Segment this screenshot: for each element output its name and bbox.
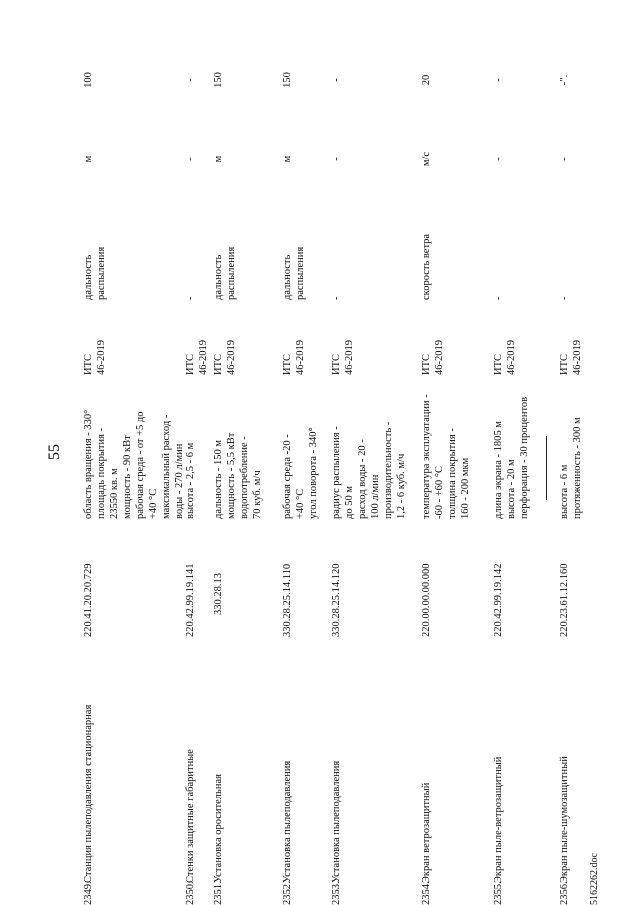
item-characteristics-line: производительность -	[383, 421, 394, 519]
reference-document-line: 46-2019	[96, 340, 107, 375]
indicator-name-line: дальность	[213, 254, 224, 300]
item-characteristics	[281, 395, 320, 519]
item-characteristics	[558, 395, 584, 519]
unit-of-measure: м	[83, 155, 94, 163]
item-characteristics-line: протяженность - 300 м	[572, 417, 583, 519]
item-characteristics-line: 100 л/мин	[370, 474, 381, 519]
indicator-name-line: -	[493, 296, 504, 300]
okpd-code: 220.23.61.12.160	[559, 563, 570, 637]
unit-of-measure: м	[282, 155, 293, 163]
reference-document	[330, 315, 356, 375]
reference-document	[558, 315, 584, 375]
item-characteristics-line: площадь покрытия -	[96, 427, 107, 519]
indicator-name	[558, 200, 571, 300]
item-name: Установка оросительная	[213, 774, 224, 883]
row-number: 2356.	[559, 881, 570, 905]
row-number: 2351.	[213, 881, 224, 905]
indicator-value: -	[493, 78, 504, 82]
okpd-code: 220.42.99.19.142	[493, 563, 504, 637]
row-number: 2350.	[185, 881, 196, 905]
item-name: Экран пыле-ветрозащитный	[493, 756, 504, 883]
reference-document	[184, 315, 210, 375]
item-characteristics-line: 23550 кв. м	[109, 468, 120, 519]
okpd-code: 220.41.20.20.729	[83, 563, 94, 637]
reference-document	[492, 315, 518, 375]
item-characteristics	[492, 395, 531, 519]
reference-document-line: 46-2019	[434, 340, 445, 375]
item-characteristics-line: +40 °С	[295, 488, 306, 519]
item-characteristics-line: перфорация - 30 процентов	[519, 396, 530, 519]
indicator-value: 150	[213, 72, 224, 88]
item-characteristics-line: 1,2 - 6 куб. м/ч	[396, 453, 407, 519]
reference-document-line: ИТС	[185, 354, 196, 375]
indicator-name-line: -	[331, 296, 342, 300]
indicator-value: -	[331, 78, 342, 82]
item-name: Стенки защитные габаритные	[185, 749, 196, 883]
row-number: 2349.	[83, 881, 94, 905]
indicator-name-line: распыления	[96, 246, 107, 300]
okpd-code: 330.28.25.14.110	[282, 563, 293, 637]
row-number: 2352.	[282, 881, 293, 905]
indicator-value: 100	[83, 72, 94, 88]
okpd-code: 330.28.25.14.120	[331, 563, 342, 637]
item-characteristics-line: +40 °С	[148, 488, 159, 519]
item-characteristics-line: рабочая среда -20 -	[282, 434, 293, 519]
unit-of-measure: -	[331, 157, 342, 161]
indicator-value: -".	[559, 74, 570, 86]
item-characteristics-line: высота - 2,5 - 6 м	[185, 442, 196, 519]
indicator-name-line: распыления	[226, 246, 237, 300]
item-characteristics-line: дальность - 150 м	[213, 439, 224, 519]
item-characteristics-line: высота - 6 м	[559, 464, 570, 519]
item-characteristics	[420, 395, 472, 519]
unit-of-measure: м	[213, 155, 224, 163]
item-characteristics-line: область вращения - 330°	[83, 409, 94, 519]
indicator-name-line: -	[185, 296, 196, 300]
item-characteristics-line: мощность - 5,5 кВт	[226, 432, 237, 519]
reference-document	[212, 315, 238, 375]
indicator-name-line: дальность	[282, 254, 293, 300]
indicator-name-line: скорость ветра	[421, 233, 432, 300]
reference-document-line: 46-2019	[572, 340, 583, 375]
okpd-code: 220.42.99.19.141	[185, 563, 196, 637]
item-characteristics	[212, 395, 264, 519]
reference-document-line: ИТС	[559, 354, 570, 375]
item-characteristics-line: радиус распыления -	[331, 426, 342, 519]
item-characteristics-line: 160 - 200 мкм	[460, 457, 471, 519]
item-characteristics	[330, 395, 408, 519]
reference-document-line: ИТС	[331, 354, 342, 375]
item-name: Станция пылеподавления стационарная	[83, 704, 94, 883]
item-characteristics-line: водопотребление -	[239, 436, 250, 519]
item-characteristics-line: толщина покрытия -	[447, 428, 458, 519]
indicator-name	[212, 200, 238, 300]
reference-document-line: ИТС	[282, 354, 293, 375]
indicator-name	[420, 200, 433, 300]
document-file-code: 5162262.doc	[589, 853, 600, 905]
reference-document-line: 46-2019	[506, 340, 517, 375]
indicator-name	[492, 200, 505, 300]
reference-document	[420, 315, 446, 375]
reference-document-line: ИТС	[83, 354, 94, 375]
reference-document-line: 46-2019	[344, 340, 355, 375]
reference-document-line: ИТС	[421, 354, 432, 375]
indicator-name-line: дальность	[83, 254, 94, 300]
reference-document-line: 46-2019	[226, 340, 237, 375]
indicator-name	[281, 200, 307, 300]
item-characteristics-line: рабочая среда - от +5 до	[135, 411, 146, 519]
page-number: 55	[46, 444, 63, 460]
row-number: 2354.	[421, 881, 432, 905]
item-characteristics-line: максимальный расход -	[161, 414, 172, 519]
item-characteristics-line: угол поворота - 340°	[308, 427, 319, 519]
reference-document	[281, 315, 307, 375]
indicator-name	[184, 200, 197, 300]
item-characteristics-line: расход воды - 20 -	[357, 439, 368, 519]
reference-document	[82, 315, 108, 375]
row-number: 2353.	[331, 881, 342, 905]
item-name: Установка пылеподавления	[282, 760, 293, 883]
item-characteristics-line: мощность - 90 кВт	[122, 435, 133, 519]
unit-of-measure: -	[559, 157, 570, 161]
item-characteristics-line: температура эксплуатации -	[421, 394, 432, 519]
item-characteristics-line: воды - 270 л/мин	[174, 443, 185, 519]
indicator-name	[330, 200, 343, 300]
item-characteristics-line: 70 куб. м/ч	[252, 470, 263, 519]
separator-rule	[546, 436, 547, 500]
reference-document-line: ИТС	[213, 354, 224, 375]
item-characteristics-line: высота - 20 м	[506, 459, 517, 519]
unit-of-measure: м/с	[421, 151, 432, 167]
indicator-value: -	[185, 78, 196, 82]
reference-document-line: 46-2019	[198, 340, 209, 375]
indicator-value: 20	[421, 74, 432, 86]
reference-document-line: ИТС	[493, 354, 504, 375]
okpd-code: 330.28.13	[213, 573, 224, 615]
row-number: 2355.	[493, 881, 504, 905]
unit-of-measure: -	[185, 157, 196, 161]
item-name: Экран ветрозащитный	[421, 782, 432, 883]
unit-of-measure: -	[493, 157, 504, 161]
item-name: Установка пылеподавления	[331, 760, 342, 883]
item-characteristics-line: -60 - +60 °С	[434, 466, 445, 519]
item-characteristics	[184, 395, 197, 519]
item-name: Экран пыле-шумозащитный	[559, 756, 570, 883]
item-characteristics-line: длина экрана - 1805 м	[493, 421, 504, 519]
item-characteristics-line: до 50 м	[344, 486, 355, 519]
indicator-value: 150	[282, 72, 293, 88]
indicator-name-line: -	[559, 296, 570, 300]
indicator-name-line: распыления	[295, 246, 306, 300]
indicator-name	[82, 200, 108, 300]
reference-document-line: 46-2019	[295, 340, 306, 375]
item-characteristics	[82, 395, 186, 519]
okpd-code: 220.00.00.00.000	[421, 563, 432, 637]
